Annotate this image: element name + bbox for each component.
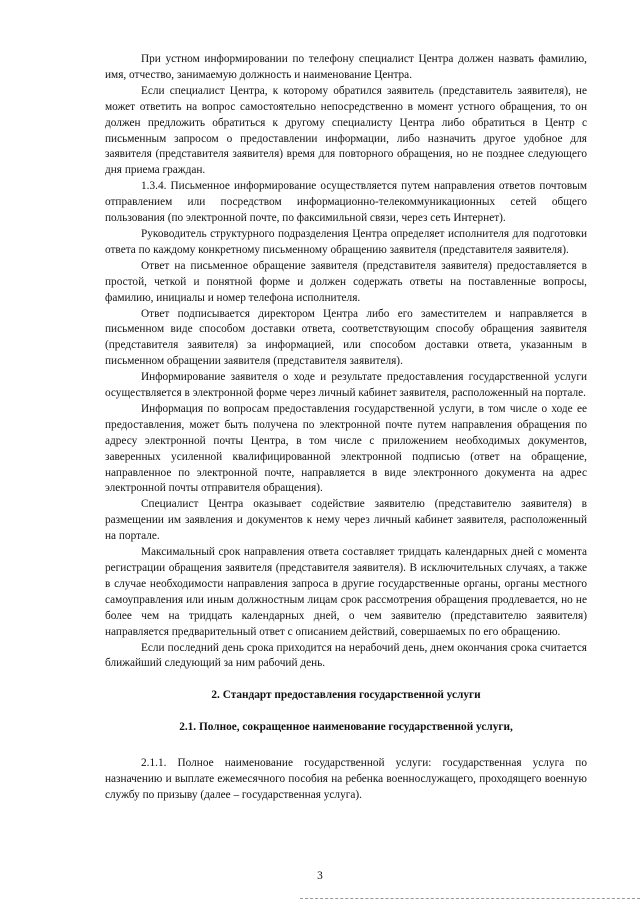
section-heading: 2. Стандарт предоставления государственной услуги bbox=[211, 689, 481, 702]
paragraph-written-info: 1.3.4. Письменное информирование осуществляется путем направления ответов почтовым отправлением или посредством информационно-телекоммуникационных сетей общего пользования (по электронной почте, по факсимильной связи, через сеть Интернет). bbox=[105, 180, 587, 225]
subsection-heading: 2.1. Полное, сокращенное наименование государственной услуги, bbox=[179, 721, 513, 734]
paragraph-answer-signed: Ответ подписывается директором Центра либо его заместителем и направляется в письменном виде способом доставки ответа, соответствующим способу обращения заявителя (представителя заявителя) за информацией, или способом доставки ответа, указанным в письменном обращении заявителя (представителя заявителя). bbox=[105, 307, 587, 368]
paragraph-specialist-redirect: Если специалист Центра, к которому обратился заявитель (представитель заявителя), не может ответить на вопрос самостоятельно непосредственно в момент устного обращения, то он должен предложить обратиться к другому специалисту Центра либо обратиться в Центр с письменным запросом о предоставлении информации, либо назначить другое удобное для заявителя (представителя заявителя) время для повторного обращения, но не позднее следующего дня приема граждан. bbox=[105, 84, 587, 177]
paragraph-specialist-assistance: Специалист Центра оказывает содействие заявителю (представителю заявителя) в размещении им заявления и документов к нему через личный кабинет заявителя, расположенный на портале. bbox=[105, 498, 587, 543]
paragraph-nonworking-day: Если последний день срока приходится на нерабочий день, днем окончания срока считается ближайший следующий за ним рабочий день. bbox=[105, 641, 587, 670]
paragraph-head-assigns: Руководитель структурного подразделения Центра определяет исполнителя для подготовки ответа по каждому конкретному письменному обращению заявителя (представителя заявителя). bbox=[105, 227, 587, 256]
paragraph-service-name: 2.1.1. Полное наименование государственной услуги: государственная услуга по назначению и выплате ежемесячного пособия на ребенка военнослужащего, проходящего военную службу по призыву (далее – государственная услуга). bbox=[105, 757, 587, 801]
paragraph-email-info: Информация по вопросам предоставления государственной услуги, в том числе о ходе ее предоставления, может быть получена по электронной почте путем направления обращения по адресу электронной почты Центра, в том числе с приложением необходимых документов, заверенных усиленной квалифицированной электронной подписью (ответ на обращение, направленное по электронной почте, направляется в виде электронного документа на адрес электронной почты отправителя обращения). bbox=[105, 402, 587, 495]
document-page bbox=[105, 52, 587, 804]
paragraph-max-term: Максимальный срок направления ответа составляет тридцать календарных дней с момента регистрации обращения заявителя (представителя заявителя). В исключительных случаях, а также в случае необходимости направления запроса в другие государственные органы, органы местного самоуправления или иным должностным лицам срок рассмотрения обращения продлевается, но не более чем на тридцать календарных дней, о чем заявителю (представителю заявителя) направляется предварительный ответ с описанием действий, совершаемых по его обращению. bbox=[105, 546, 587, 638]
paragraph-answer-form: Ответ на письменное обращение заявителя (представителя заявителя) предоставляется в простой, четкой и понятной форме и должен содержать ответы на поставленные вопросы, фамилию, инициалы и номер телефона исполнителя. bbox=[105, 259, 587, 304]
page-number: 3 bbox=[317, 870, 323, 882]
paragraph-progress-info: Информирование заявителя о ходе и результате предоставления государственной услуги осуществляется в электронной форме через личный кабинет заявителя, расположенный на портале. bbox=[105, 371, 587, 400]
paragraph-phone-info: При устном информировании по телефону специалист Центра должен назвать фамилию, имя, отчество, занимаемую должность и наименование Центра. bbox=[105, 53, 587, 81]
bottom-scan-line bbox=[300, 898, 640, 899]
